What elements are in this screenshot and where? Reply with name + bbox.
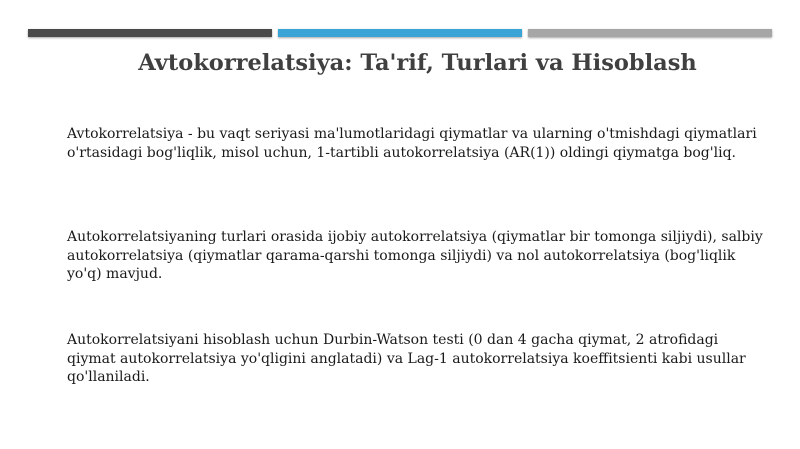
accent-bar-dark (28, 29, 272, 37)
accent-bar-gray (528, 29, 772, 37)
paragraph-types: Autokorrelatsiyaning turlari orasida ijobiy autokorrelatsiya (qiymatlar bir tomonga siljiydi), salbiy autokorrelatsiya (qiymatlar qarama-qarshi tomonga siljiydi) va nol autokorrelatsiya (bog'liqlik yo'q) mavjud. (67, 229, 763, 282)
accent-bar-blue (278, 29, 522, 37)
slide-title: Avtokorrelatsiya: Ta'rif, Turlari va Hisoblash (138, 50, 697, 76)
paragraph-calculation: Autokorrelatsiyani hisoblash uchun Durbin-Watson testi (0 dan 4 gacha qiymat, 2 atrofidagi qiymat autokorrelatsiya yo'qligini anglatadi) va Lag-1 autokorrelatsiya koeffitsienti kabi usullar qo'llaniladi. (67, 332, 746, 385)
paragraph-definition: Avtokorrelatsiya - bu vaqt seriyasi ma'lumotlaridagi qiymatlar va ularning o'tmishdagi qiymatlari o'rtasidagi bog'liqlik, misol uchun, 1-tartibli autokorrelatsiya (AR(1)) oldingi qiymatga bog'liq. (67, 126, 757, 161)
header-accent-bars (28, 29, 772, 38)
